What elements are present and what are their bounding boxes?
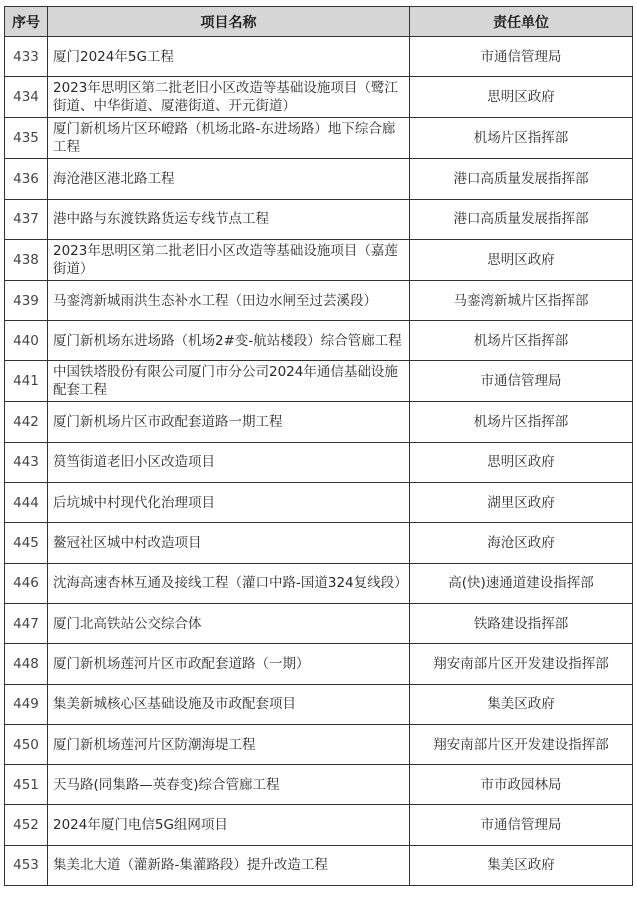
row-project-name: 沈海高速杏林互通及接线工程（灌口中路-国道324复线段） — [48, 563, 410, 603]
row-project-name: 厦门新机场片区环嶝路（机场北路-东进场路）地下综合廊工程 — [48, 118, 410, 159]
row-seq-number: 444 — [5, 483, 48, 523]
row-seq-number: 434 — [5, 77, 48, 118]
row-seq-number: 445 — [5, 523, 48, 563]
row-project-name: 厦门新机场东进场路（机场2#变-航站楼段）综合管廊工程 — [48, 321, 410, 361]
row-project-name: 集美新城核心区基础设施及市政配套项目 — [48, 684, 410, 724]
row-seq-number: 436 — [5, 159, 48, 199]
table-row — [5, 724, 633, 764]
row-seq-number: 446 — [5, 563, 48, 603]
row-project-name: 厦门2024年5G工程 — [48, 37, 410, 77]
table-row — [5, 118, 633, 159]
table-row — [5, 199, 633, 239]
row-project-name: 厦门新机场片区市政配套道路一期工程 — [48, 402, 410, 442]
row-project-name: 2024年厦门电信5G组网项目 — [48, 805, 410, 845]
table-row — [5, 442, 633, 482]
header-responsible-unit: 责任单位 — [410, 7, 633, 37]
row-responsible-unit: 铁路建设指挥部 — [410, 603, 633, 643]
table-row — [5, 361, 633, 402]
row-project-name: 集美北大道（灌新路-集灌路段）提升改造工程 — [48, 845, 410, 885]
row-seq-number: 443 — [5, 442, 48, 482]
project-table-container — [4, 6, 632, 886]
row-seq-number: 440 — [5, 321, 48, 361]
table-row — [5, 77, 633, 118]
row-seq-number: 439 — [5, 280, 48, 320]
row-project-name: 后坑城中村现代化治理项目 — [48, 483, 410, 523]
row-responsible-unit: 思明区政府 — [410, 77, 633, 118]
row-responsible-unit: 海沧区政府 — [410, 523, 633, 563]
row-responsible-unit: 机场片区指挥部 — [410, 321, 633, 361]
table-row — [5, 523, 633, 563]
row-seq-number: 452 — [5, 805, 48, 845]
row-responsible-unit: 机场片区指挥部 — [410, 402, 633, 442]
row-responsible-unit: 港口高质量发展指挥部 — [410, 199, 633, 239]
table-row — [5, 37, 633, 77]
row-responsible-unit: 高(快)速通道建设指挥部 — [410, 563, 633, 603]
row-project-name: 厦门新机场莲河片区防潮海堤工程 — [48, 724, 410, 764]
row-project-name: 天马路(同集路—英春变)综合管廊工程 — [48, 765, 410, 805]
row-responsible-unit: 思明区政府 — [410, 442, 633, 482]
row-responsible-unit: 集美区政府 — [410, 684, 633, 724]
table-row — [5, 280, 633, 320]
row-project-name: 港中路与东渡铁路货运专线节点工程 — [48, 199, 410, 239]
row-project-name: 鳌冠社区城中村改造项目 — [48, 523, 410, 563]
row-seq-number: 453 — [5, 845, 48, 885]
row-seq-number: 448 — [5, 644, 48, 684]
table-row — [5, 402, 633, 442]
table-row — [5, 603, 633, 643]
row-seq-number: 438 — [5, 239, 48, 280]
project-table — [4, 6, 633, 886]
row-project-name: 马銮湾新城雨洪生态补水工程（田边水闸至过芸溪段） — [48, 280, 410, 320]
table-row — [5, 845, 633, 885]
row-project-name: 厦门新机场莲河片区市政配套道路（一期） — [48, 644, 410, 684]
row-responsible-unit: 市通信管理局 — [410, 805, 633, 845]
row-responsible-unit: 湖里区政府 — [410, 483, 633, 523]
row-responsible-unit: 港口高质量发展指挥部 — [410, 159, 633, 199]
row-seq-number: 433 — [5, 37, 48, 77]
row-responsible-unit: 市市政园林局 — [410, 765, 633, 805]
row-seq-number: 447 — [5, 603, 48, 643]
row-project-name: 中国铁塔股份有限公司厦门市分公司2024年通信基础设施配套工程 — [48, 361, 410, 402]
row-seq-number: 437 — [5, 199, 48, 239]
header-project-name: 项目名称 — [48, 7, 410, 37]
row-seq-number: 451 — [5, 765, 48, 805]
row-responsible-unit: 翔安南部片区开发建设指挥部 — [410, 644, 633, 684]
table-row — [5, 321, 633, 361]
row-responsible-unit: 市通信管理局 — [410, 37, 633, 77]
table-row — [5, 483, 633, 523]
row-seq-number: 449 — [5, 684, 48, 724]
row-project-name: 2023年思明区第二批老旧小区改造等基础设施项目（鹭江街道、中华街道、厦港街道、开元街道） — [48, 77, 410, 118]
row-responsible-unit: 机场片区指挥部 — [410, 118, 633, 159]
table-row — [5, 644, 633, 684]
header-seq: 序号 — [5, 7, 48, 37]
table-row — [5, 765, 633, 805]
row-responsible-unit: 马銮湾新城片区指挥部 — [410, 280, 633, 320]
row-responsible-unit: 思明区政府 — [410, 239, 633, 280]
row-project-name: 2023年思明区第二批老旧小区改造等基础设施项目（嘉莲街道） — [48, 239, 410, 280]
header-row — [5, 7, 633, 37]
row-project-name: 厦门北高铁站公交综合体 — [48, 603, 410, 643]
table-body — [5, 37, 633, 886]
row-seq-number: 450 — [5, 724, 48, 764]
row-responsible-unit: 市通信管理局 — [410, 361, 633, 402]
table-row — [5, 805, 633, 845]
row-responsible-unit: 翔安南部片区开发建设指挥部 — [410, 724, 633, 764]
table-row — [5, 684, 633, 724]
table-row — [5, 159, 633, 199]
row-seq-number: 435 — [5, 118, 48, 159]
table-header — [5, 7, 633, 37]
row-project-name: 海沧港区港北路工程 — [48, 159, 410, 199]
row-seq-number: 442 — [5, 402, 48, 442]
table-row — [5, 563, 633, 603]
table-row — [5, 239, 633, 280]
row-responsible-unit: 集美区政府 — [410, 845, 633, 885]
row-project-name: 筼筜街道老旧小区改造项目 — [48, 442, 410, 482]
row-seq-number: 441 — [5, 361, 48, 402]
